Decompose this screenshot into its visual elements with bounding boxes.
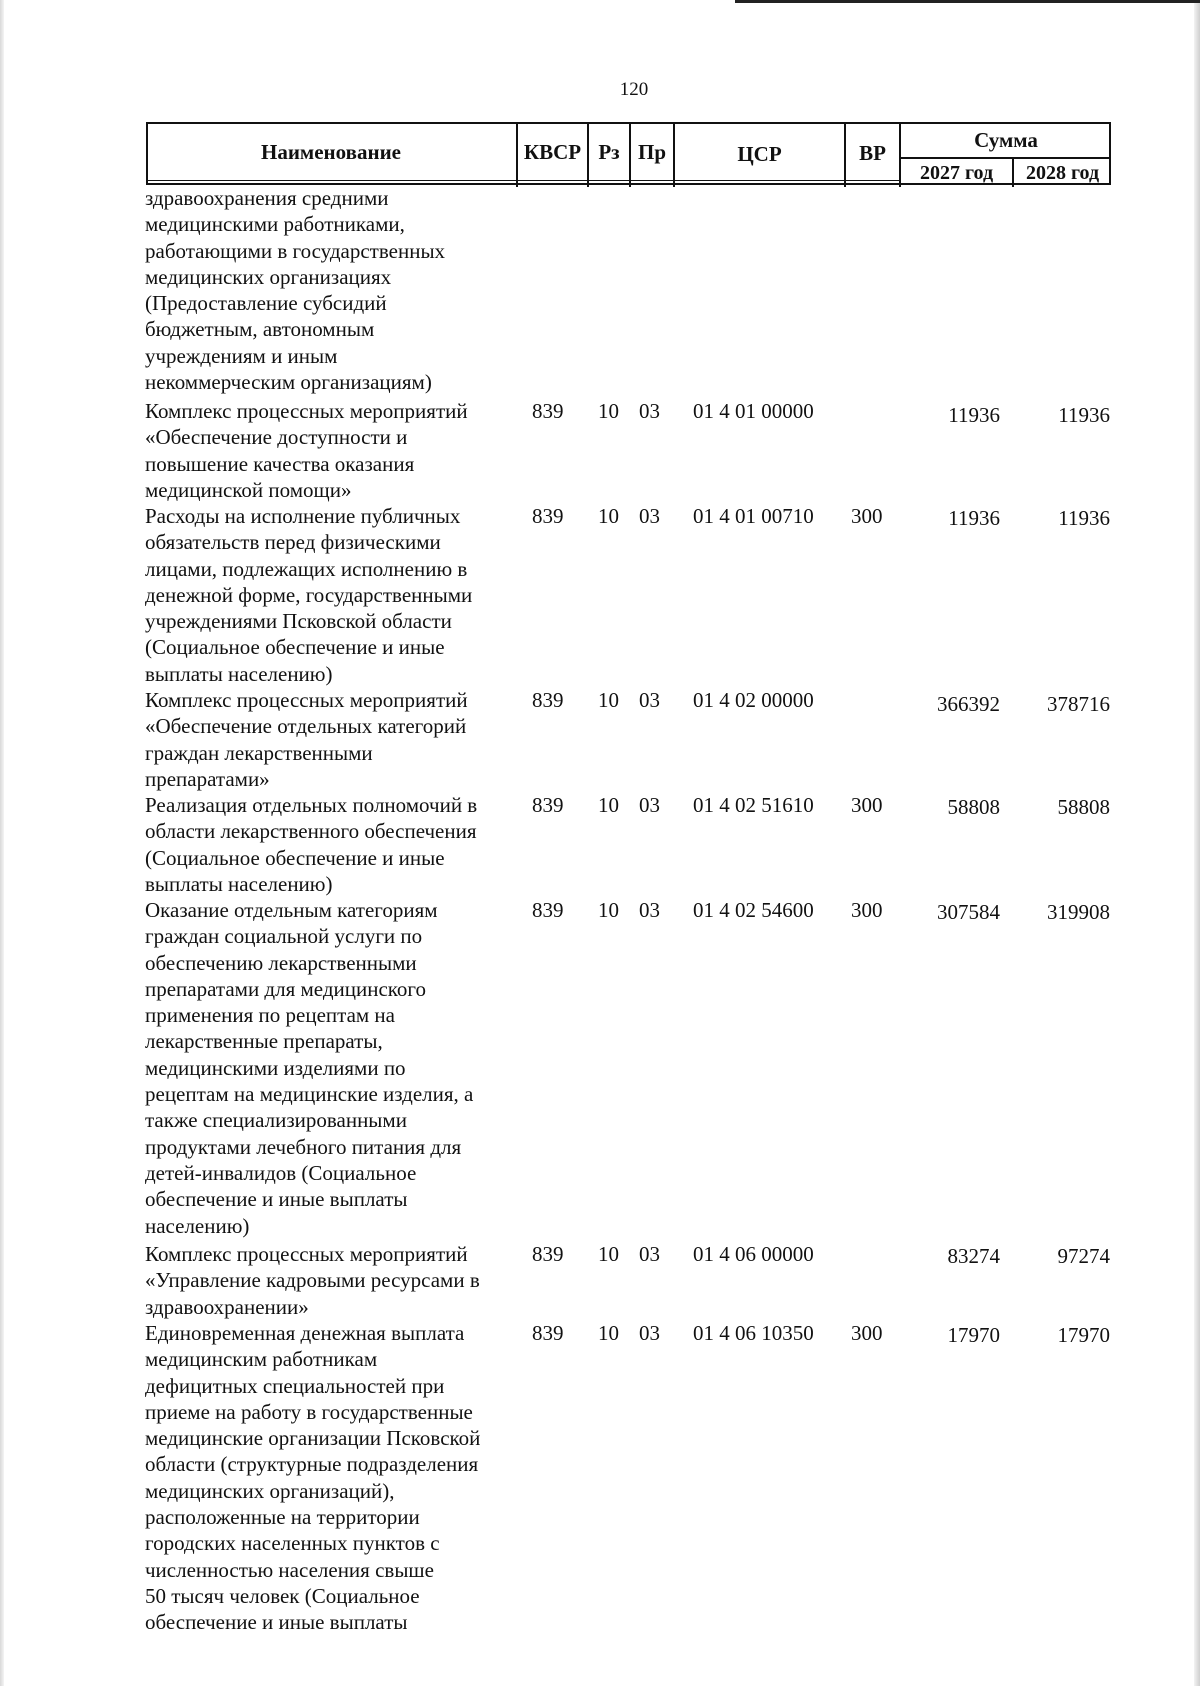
- row-sum-2028: 378716: [1047, 692, 1110, 716]
- row-csr: 01 4 01 00000: [693, 399, 814, 423]
- row-sum-2027: 307584: [937, 900, 1000, 924]
- row-kvsr: 839: [532, 1321, 564, 1345]
- row-vr: 300: [851, 1321, 883, 1345]
- header-2028: 2028 год: [1025, 161, 1100, 184]
- row-sum-2028: 319908: [1047, 900, 1110, 924]
- row-kvsr: 839: [532, 1242, 564, 1266]
- row-name: Реализация отдельных полномочий в области лекарственного обеспечения (Социальное обеспечение и иные выплаты населению): [145, 793, 478, 896]
- row-kvsr: 839: [532, 504, 564, 528]
- row-name: Комплекс процессных мероприятий «Обеспечение отдельных категорий граждан лекарственными препаратами»: [145, 688, 468, 791]
- row-pr: 03: [639, 898, 660, 922]
- header-name: Наименование: [261, 139, 401, 164]
- row-pr: 03: [639, 793, 660, 817]
- row-pr: 03: [639, 399, 660, 423]
- header-sum: Сумма: [974, 128, 1038, 152]
- row-kvsr: 839: [532, 399, 564, 423]
- row-name: Комплекс процессных мероприятий «Обеспечение доступности и повышение качества оказания медицинской помощи»: [145, 399, 468, 502]
- row-csr: 01 4 02 51610: [693, 793, 814, 817]
- header-rz: Рз: [598, 139, 620, 164]
- row-vr: 300: [851, 898, 883, 922]
- row-kvsr: 839: [532, 793, 564, 817]
- row-csr: 01 4 02 54600: [693, 898, 814, 922]
- row-pr: 03: [639, 504, 660, 528]
- row-sum-2027: 58808: [947, 795, 1000, 819]
- row-name: Комплекс процессных мероприятий «Управление кадровыми ресурсами в здравоохранении»: [145, 1242, 480, 1319]
- row-csr: 01 4 02 00000: [693, 688, 814, 712]
- header-vr: ВР: [859, 140, 886, 165]
- row-name: Оказание отдельным категориям граждан социальной услуги по обеспечению лекарственными препаратами для медицинского применения по рецептам на лекарственные препараты, медицинскими изделиями по рецептам на медицинские изделия, а также специализированными продуктами лечебного питания для детей-инвалидов (Социальное обеспечение и иные выплаты населению): [145, 898, 474, 1238]
- row-sum-2028: 97274: [1057, 1244, 1110, 1268]
- row-csr: 01 4 01 00710: [693, 504, 814, 528]
- header-2027: 2027 год: [919, 161, 994, 184]
- row-sum-2028: 17970: [1057, 1323, 1110, 1347]
- header-csr: ЦСР: [737, 141, 782, 166]
- row-rz: 10: [598, 504, 619, 528]
- row-rz: 10: [598, 793, 619, 817]
- row-sum-2027: 11936: [948, 403, 1000, 427]
- scan-top-line: [735, 0, 1200, 3]
- header-kvsr: КВСР: [523, 139, 582, 164]
- row-rz: 10: [598, 688, 619, 712]
- scan-edge-right: [1194, 0, 1200, 1686]
- row-sum-2028: 58808: [1057, 795, 1110, 819]
- row-sum-2027: 11936: [948, 506, 1000, 530]
- header-pr: Пр: [637, 139, 666, 164]
- row-sum-2027: 83274: [947, 1244, 1000, 1268]
- row-sum-2027: 366392: [937, 692, 1000, 716]
- row-rz: 10: [598, 1242, 619, 1266]
- row-name: Единовременная денежная выплата медицинским работникам дефицитных специальностей при приеме на работу в государственные медицинские организации Псковской области (структурные подразделения медицинских организаций), расположенные на территории городских населенных пунктов с численностью населения свыше 50 тысяч человек (Социальное обеспечение и иные выплаты: [145, 1321, 481, 1635]
- scan-edge-left: [0, 0, 4, 1686]
- page-number: 120: [619, 79, 649, 100]
- row-name: здравоохранения средними медицинскими работниками, работающими в государственных медицинских организациях (Предоставление субсидий бюджетным, автономным учреждениям и иным некоммерческим организациям): [145, 186, 446, 395]
- row-pr: 03: [639, 688, 660, 712]
- row-csr: 01 4 06 00000: [693, 1242, 814, 1266]
- row-kvsr: 839: [532, 898, 564, 922]
- row-csr: 01 4 06 10350: [693, 1321, 814, 1345]
- row-kvsr: 839: [532, 688, 564, 712]
- row-sum-2027: 17970: [947, 1323, 1000, 1347]
- row-pr: 03: [639, 1321, 660, 1345]
- row-sum-2028: 11936: [1058, 506, 1110, 530]
- row-pr: 03: [639, 1242, 660, 1266]
- row-rz: 10: [598, 898, 619, 922]
- row-vr: 300: [851, 793, 883, 817]
- row-vr: 300: [851, 504, 883, 528]
- row-sum-2028: 11936: [1058, 403, 1110, 427]
- row-rz: 10: [598, 1321, 619, 1345]
- row-name: Расходы на исполнение публичных обязательств перед физическими лицами, подлежащих исполнению в денежной форме, государственными учреждениями Псковской области (Социальное обеспечение и иные выплаты населению): [145, 504, 473, 686]
- row-rz: 10: [598, 399, 619, 423]
